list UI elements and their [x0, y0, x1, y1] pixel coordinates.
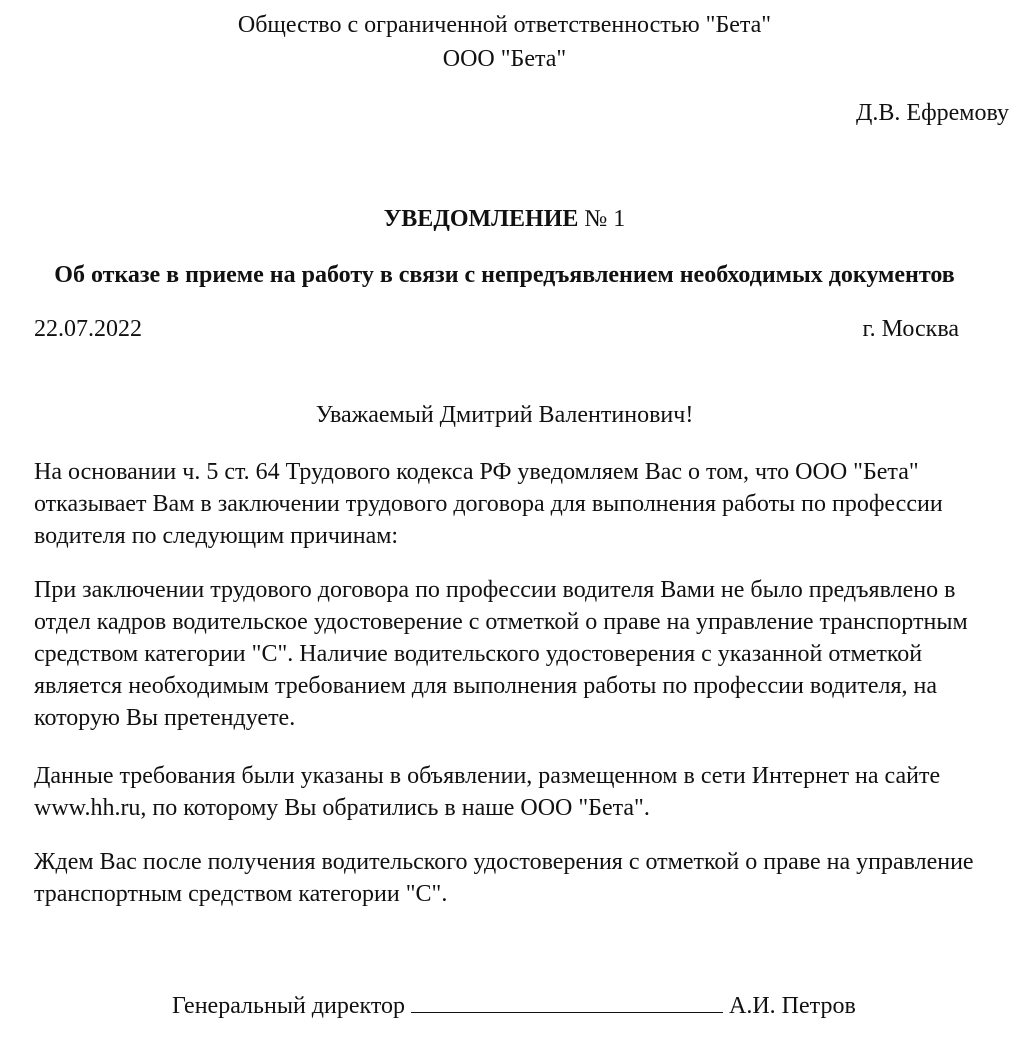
paragraph-basis: На основании ч. 5 ст. 64 Трудового кодекса РФ уведомляем Вас о том, что ООО "Бета" отказывает Вам в заключении трудового договора для выполнения работы по профессии водителя по следующим причинам: — [34, 459, 943, 549]
paragraph-reason: При заключении трудового договора по профессии водителя Вами не было предъявлено в отдел кадров водительское удостоверение с отметкой о праве на управление транспортным средством категории "С". Наличие водительского удостоверения с указанной отметкой является необходимым требованием для выполнения работы по профессии водителя, на которую Вы претендуете. — [34, 577, 968, 731]
paragraph-requirements: Данные требования были указаны в объявлении, размещенном в сети Интернет на сайте www.hh.ru, по которому Вы обратились в наше ООО "Бета". — [34, 763, 941, 821]
signature-line — [411, 990, 723, 1013]
document-title — [0, 206, 1009, 233]
document-date: 22.07.2022 — [34, 316, 142, 342]
paragraph-invitation: Ждем Вас после получения водительского удостоверения с отметкой о праве на управление транспортным средством категории "С". — [34, 849, 974, 907]
organization-full-name: Общество с ограниченной ответственностью "Бета" — [237, 12, 772, 38]
document-subject: Об отказе в приеме на работу в связи с непредъявлением необходимых документов — [54, 262, 955, 288]
signatory-position: Генеральный директор — [172, 993, 406, 1019]
signatory-name: А.И. Петров — [729, 993, 856, 1019]
document-city: г. Москва — [862, 316, 959, 342]
title-number: № 1 — [584, 206, 626, 232]
signature-block — [172, 990, 856, 1020]
title-label: УВЕДОМЛЕНИЕ — [383, 206, 579, 232]
organization-short-name: ООО "Бета" — [442, 46, 567, 72]
greeting: Уважаемый Дмитрий Валентинович! — [315, 402, 694, 428]
addressee: Д.В. Ефремову — [856, 100, 1009, 126]
